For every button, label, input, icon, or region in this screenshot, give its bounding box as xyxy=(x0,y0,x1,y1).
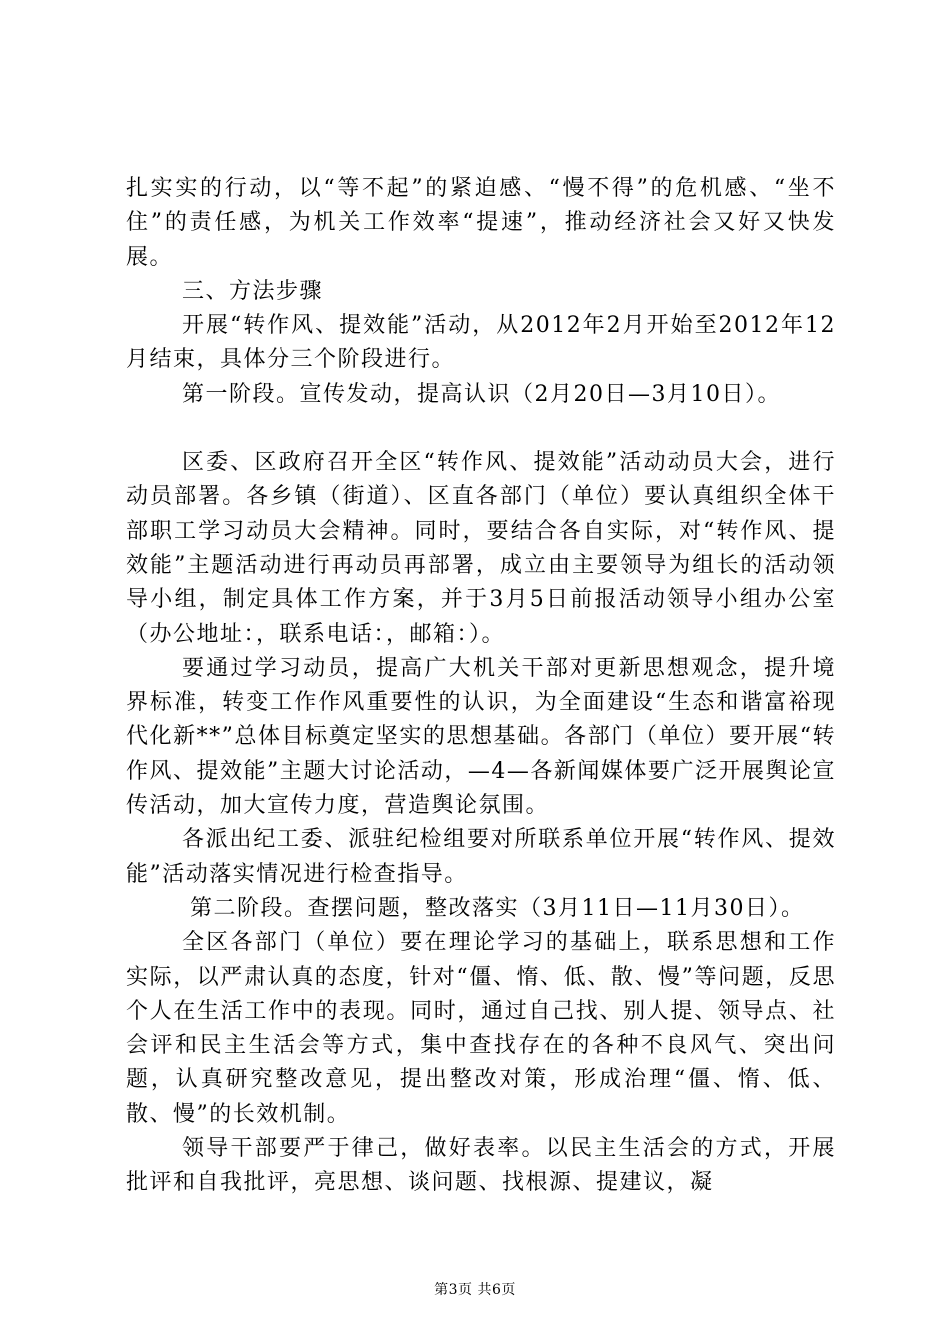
section-heading-methods: 三、方法步骤 xyxy=(182,278,324,304)
stage-two-heading: 第二阶段。查摆问题，整改落实（3月11日—11月30日）。 xyxy=(190,895,805,921)
paragraph-stage-two-leaders: 领导干部要严于律己，做好表率。以民主生活会的方式，开展批评和自我批评，亮思想、谈问题、找根源、提建议，凝 xyxy=(126,1136,836,1196)
blank-line xyxy=(126,412,836,446)
document-body xyxy=(126,172,836,1201)
paragraph-overview: 开展“转作风、提效能”活动，从2012年2月开始至2012年12月结束，具体分三个阶段进行。 xyxy=(126,313,836,373)
stage-one-heading: 第一阶段。宣传发动，提高认识（2月20日—3月10日）。 xyxy=(182,381,781,407)
paragraph-stage-one-study: 要通过学习动员，提高广大机关干部对更新思想观念，提升境界标准，转变工作作风重要性的认识，为全面建设“生态和谐富裕现代化新**”总体目标奠定坚实的思想基础。各部门（单位）要开展“转作风、提效能”主题大讨论活动，—4—各新闻媒体要广泛开展舆论宣传活动，加大宣传力度，营造舆论氛围。 xyxy=(126,655,836,819)
paragraph-stage-two-review: 全区各部门（单位）要在理论学习的基础上，联系思想和工作实际，以严肃认真的态度，针对“僵、惰、低、散、慢”等问题，反思个人在生活工作中的表现。同时，通过自己找、别人提、领导点、社会评和民主生活会等方式，集中查找存在的各种不良风气、突出问题，认真研究整改意见，提出整改对策，形成治理“僵、惰、低、散、慢”的长效机制。 xyxy=(126,930,836,1127)
paragraph-stage-one-meeting: 区委、区政府召开全区“转作风、提效能”活动动员大会，进行动员部署。各乡镇（街道）、区直各部门（单位）要认真组织全体干部职工学习动员大会精神。同时，要结合各自实际，对“转作风、提效能”主题活动进行再动员再部署，成立由主要领导为组长的活动领导小组，制定具体工作方案，并于3月5日前报活动领导小组办公室（办公地址：，联系电话：，邮箱：）。 xyxy=(126,450,836,647)
paragraph-continuation: 扎实实的行动，以“等不起”的紧迫感、“慢不得”的危机感、“坐不住”的责任感，为机关工作效率“提速”，推动经济社会又好又快发展。 xyxy=(126,176,836,270)
paragraph-stage-one-inspection: 各派出纪工委、派驻纪检组要对所联系单位开展“转作风、提效能”活动落实情况进行检查指导。 xyxy=(126,827,836,887)
page-number-footer: 第3页 共6页 xyxy=(434,1282,516,1298)
